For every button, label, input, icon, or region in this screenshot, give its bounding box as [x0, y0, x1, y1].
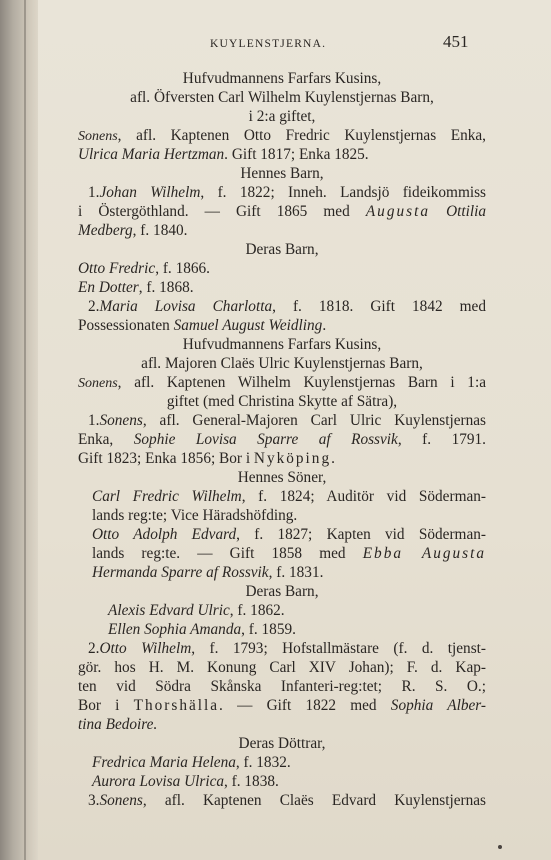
italic-name: Medberg — [78, 222, 133, 239]
text-span: lands reg:te. — Gift 1858 med — [92, 545, 363, 562]
text-span: . — Gift 1822 med — [219, 697, 391, 714]
text-line — [92, 488, 486, 506]
text-span: , f. 1822; Inneh. Landsjö fideikommiss — [200, 184, 486, 201]
spaced-place: Nyköping — [253, 450, 332, 467]
text-span: , f. 1866. — [155, 260, 210, 277]
section-heading: Hennes Söner, — [237, 469, 327, 486]
text-line — [92, 545, 486, 563]
text-line — [78, 222, 187, 240]
section-heading: Hennes Barn, — [240, 165, 324, 182]
text-line: lands reg:te; Vice Häradshöfding. — [92, 507, 298, 524]
section-heading: Deras Barn, — [245, 583, 319, 600]
text-span: , f. 1827; Kapten vid Söderman- — [236, 526, 486, 543]
text-span: , afl. Kaptenen Claës Edvard Kuylenstjernas — [142, 792, 486, 809]
section-heading-line: afl. Majoren Claës Ulric Kuylenstjernas Barn, — [141, 355, 423, 372]
italic-name: Sonens — [78, 129, 118, 144]
italic-name: Sonens — [99, 412, 143, 429]
text-span: , f. 1868. — [138, 279, 194, 296]
text-span: , f. 1831. — [268, 564, 324, 581]
text-span: Possessionaten — [78, 317, 174, 334]
text-line — [78, 127, 486, 146]
book-binding — [0, 0, 38, 860]
section-heading-line: giftet (med Christina Skytte af Sätra), — [166, 393, 398, 410]
italic-name: Ebba Augusta — [362, 545, 487, 562]
spaced-place: Thorshälla — [133, 697, 220, 714]
section-heading: Hufvudmannens Farfars Kusins, — [182, 70, 382, 87]
text-span — [430, 203, 446, 220]
italic-name: Fredrica Maria Helena — [92, 754, 236, 771]
section-heading-line: i 2:a giftet, — [248, 108, 316, 125]
text-span: Bor i — [78, 697, 134, 714]
text-line — [78, 450, 335, 468]
text-span: . — [331, 450, 335, 467]
text-span: , f. 1832. — [235, 754, 291, 771]
text-line — [88, 792, 486, 810]
italic-name: Carl Fredric Wilhelm — [92, 488, 242, 505]
text-span: Gift 1823; Enka 1856; Bor i — [78, 450, 254, 467]
text-span: , f. 1838. — [224, 773, 279, 790]
list-number: 2. — [88, 298, 100, 315]
ink-speck — [498, 845, 502, 849]
italic-name: Maria Lovisa Charlotta — [99, 298, 273, 315]
italic-name: Otto Wilhelm — [99, 640, 192, 657]
text-line — [92, 564, 323, 582]
text-line — [88, 640, 486, 658]
italic-name: Samuel August Weidling — [173, 317, 323, 334]
text-line — [92, 754, 291, 772]
italic-name: Johan Wilhelm — [99, 184, 201, 201]
text-span: , f. 1824; Auditör vid Söderman- — [241, 488, 486, 505]
italic-name: Ellen Sophia Amanda — [108, 621, 242, 638]
text-span: i Östergöthland. — Gift 1865 med — [78, 203, 366, 220]
running-header: KUYLENSTJERNA. — [210, 38, 327, 50]
list-number: 3. — [88, 792, 100, 809]
text-span: , f. 1840. — [132, 222, 188, 239]
text-span: , f. 1859. — [241, 621, 296, 638]
italic-name: Otto Adolph Edvard — [92, 526, 237, 543]
text-span: , f. 1793; Hofstallmästare (f. d. tjenst- — [191, 640, 486, 657]
text-line — [78, 203, 486, 221]
italic-name: Sophia Alber- — [390, 697, 486, 714]
text-span: , afl. Kaptenen Wilhelm Kuylenstjernas Barn i 1:a — [117, 374, 486, 391]
text-line: tina Bedoire. — [78, 716, 158, 733]
text-line — [108, 602, 285, 620]
text-line — [78, 697, 486, 715]
text-line — [78, 279, 194, 297]
text-line — [78, 431, 486, 449]
italic-name: Ulrica Maria Hertzman — [78, 146, 225, 163]
text-span: , afl. Kaptenen Otto Fredric Kuylenstjernas Enka, — [117, 127, 486, 144]
italic-name: Otto Fredric — [78, 260, 156, 277]
text-line — [92, 773, 279, 791]
italic-name: Hermanda Sparre af Rossvik — [92, 564, 269, 581]
text-line — [78, 317, 326, 335]
text-span: , afl. General-Majoren Carl Ulric Kuylenstjernas — [142, 412, 486, 429]
list-number: 1. — [88, 412, 100, 429]
text-line — [78, 146, 369, 164]
italic-name: Sonens — [99, 792, 143, 809]
text-line — [108, 621, 296, 639]
text-line — [78, 374, 486, 393]
text-span: , f. 1791. — [397, 431, 486, 448]
text-span: , f. 1862. — [229, 602, 285, 619]
section-heading-line: afl. Öfversten Carl Wilhelm Kuylenstjernas Barn, — [130, 89, 434, 106]
italic-name: Aurora Lovisa Ulrica — [92, 773, 225, 790]
section-heading: Hufvudmannens Farfars Kusins, — [182, 336, 382, 353]
text-span: , f. 1818. Gift 1842 med — [272, 298, 486, 315]
italic-name: Augusta — [365, 203, 430, 220]
text-span: . Gift 1817; Enka 1825. — [224, 146, 369, 163]
text-span: . — [322, 317, 327, 334]
section-heading: Deras Barn, — [245, 241, 319, 258]
list-number: 2. — [88, 640, 100, 657]
italic-name: Alexis Edvard Ulric — [108, 602, 230, 619]
list-number: 1. — [88, 184, 100, 201]
text-line — [78, 260, 210, 278]
text-line — [88, 184, 486, 202]
section-heading: Deras Döttrar, — [238, 735, 326, 752]
text-line — [88, 298, 486, 316]
italic-name: Sonens — [78, 376, 118, 391]
text-line: gör. hos H. M. Konung Carl XIV Johan); F. d. Kap- — [78, 659, 486, 676]
page-number: 451 — [443, 32, 469, 51]
italic-name: Sophie Lovisa Sparre af Rossvik — [133, 431, 398, 448]
text-line — [92, 526, 486, 544]
italic-name: En Dotter — [78, 279, 139, 296]
text-line — [88, 412, 486, 430]
text-line: ten vid Södra Skånska Infanteri-reg:tet; R. S. O.; — [78, 678, 486, 695]
italic-name: Ottilia — [446, 203, 487, 220]
text-span: Enka, — [78, 431, 134, 448]
